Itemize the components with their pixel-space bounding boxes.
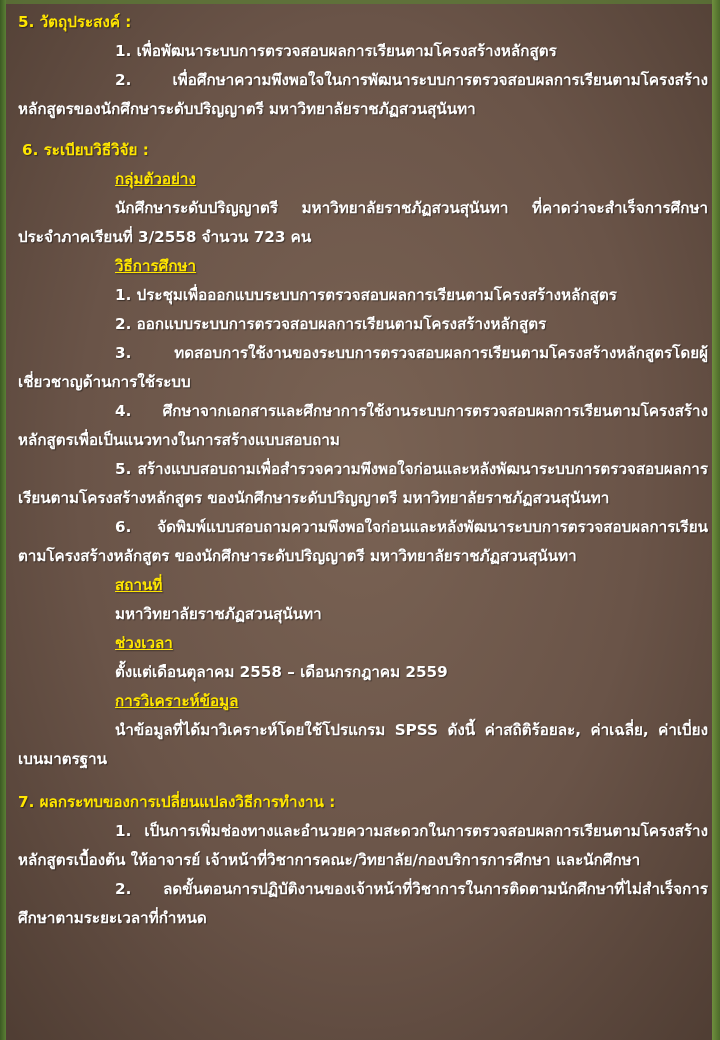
section-7-heading: 7. ผลกระทบของการเปลี่ยนแปลงวิธีการทำงาน : — [18, 793, 336, 811]
impact-item-1: 1. เป็นการเพิ่มช่องทางและอำนวยความสะดวกในการตรวจสอบผลการเรียนตามโครงสร้างหลักสูตรเบื้องต้น ให้อาจารย์ เจ้าหน้าที่วิชาการคณะ/วิทยาลัย/กองบริการการศึกษา และนักศึกษา — [18, 822, 708, 869]
period-text: ตั้งแต่เดือนตุลาคม 2558 – เดือนกรกฎาคม 2559 — [115, 663, 448, 681]
right-frame-border — [712, 0, 720, 1040]
method-item-1: 1. ประชุมเพื่อออกแบบระบบการตรวจสอบผลการเรียนตามโครงสร้างหลักสูตร — [115, 286, 617, 304]
left-frame-border — [0, 0, 6, 1040]
top-frame-border — [0, 0, 720, 4]
method-item-2: 2. ออกแบบระบบการตรวจสอบผลการเรียนตามโครงสร้างหลักสูตร — [115, 315, 547, 333]
section-6-heading: 6. ระเบียบวิธีวิจัย : — [22, 141, 149, 159]
impact-item-2: 2. ลดขั้นตอนการปฏิบัติงานของเจ้าหน้าที่วิชาการในการติดตามนักศึกษาที่ไม่สำเร็จการศึกษาตามระยะเวลาที่กำหนด — [18, 880, 708, 927]
sample-subheading: กลุ่มตัวอย่าง — [115, 170, 196, 188]
objective-1: 1. เพื่อพัฒนาระบบการตรวจสอบผลการเรียนตามโครงสร้างหลักสูตร — [115, 42, 557, 60]
method-subheading: วิธีการศึกษา — [115, 257, 197, 275]
place-subheading: สถานที่ — [115, 576, 163, 594]
method-item-4: 4. ศึกษาจากเอกสารและศึกษาการใช้งานระบบการตรวจสอบผลการเรียนตามโครงสร้างหลักสูตรเพื่อเป็นแนวทางในการสร้างแบบสอบถาม — [18, 402, 708, 449]
section-5-heading: 5. วัตถุประสงค์ : — [18, 13, 132, 31]
place-text: มหาวิทยาลัยราชภัฏสวนสุนันทา — [115, 605, 322, 623]
period-subheading: ช่วงเวลา — [115, 634, 173, 652]
document-body — [18, 8, 708, 933]
sample-text: นักศึกษาระดับปริญญาตรี มหาวิทยาลัยราชภัฏสวนสุนันทา ที่คาดว่าจะสำเร็จการศึกษา ประจำภาคเรียนที่ 3/2558 จำนวน 723 คน — [18, 199, 708, 246]
method-item-5: 5. สร้างแบบสอบถามเพื่อสำรวจความพึงพอใจก่อนและหลังพัฒนาระบบการตรวจสอบผลการเรียนตามโครงสร้างหลักสูตร ของนักศึกษาระดับปริญญาตรี มหาวิทยาลัยราชภัฏสวนสุนันทา — [18, 460, 708, 507]
analysis-text: นำข้อมูลที่ได้มาวิเคราะห์โดยใช้โปรแกรม SPSS ดังนี้ ค่าสถิติร้อยละ, ค่าเฉลี่ย, ค่าเบี่ยงเบนมาตรฐาน — [18, 721, 708, 768]
objective-2: 2. เพื่อศึกษาความพึงพอใจในการพัฒนาระบบการตรวจสอบผลการเรียนตามโครงสร้างหลักสูตรของนักศึกษาระดับปริญญาตรี มหาวิทยาลัยราชภัฏสวนสุนันทา — [18, 71, 708, 118]
method-item-6: 6. จัดพิมพ์แบบสอบถามความพึงพอใจก่อนและหลังพัฒนาระบบการตรวจสอบผลการเรียนตามโครงสร้างหลักสูตร ของนักศึกษาระดับปริญญาตรี มหาวิทยาลัยราชภัฏสวนสุนันทา — [18, 518, 708, 565]
method-item-3: 3. ทดสอบการใช้งานของระบบการตรวจสอบผลการเรียนตามโครงสร้างหลักสูตรโดยผู้เชี่ยวชาญด้านการใช้ระบบ — [18, 344, 708, 391]
analysis-subheading: การวิเคราะห์ข้อมูล — [115, 692, 239, 710]
